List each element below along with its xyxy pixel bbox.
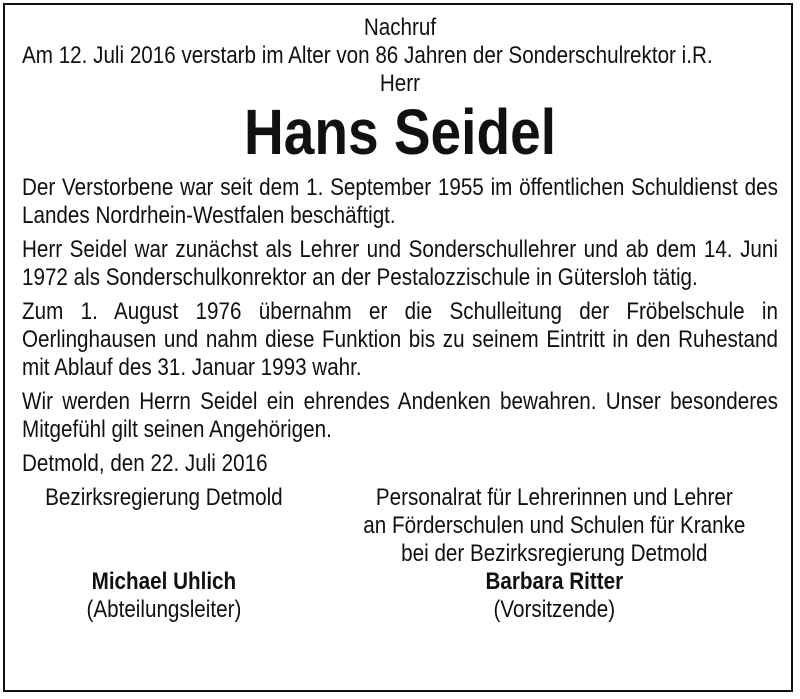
heading: Nachruf (363, 14, 437, 41)
paragraph-condolence: Wir werden Herrn Seidel ein ehrendes Andenken bewahren. Unser besonderes Mitgefühl gilt seinen Angehörigen. (22, 388, 778, 443)
signatory-left-role: (Abteilungsleiter) (86, 596, 242, 623)
deceased-name: Hans Seidel (243, 96, 556, 168)
paragraph-career: Herr Seidel war zunächst als Lehrer und Sonderschullehrer und ab dem 14. Juni 1972 als Sonderschulkonrektor an der Pestalozzischule in Gütersloh tätig. (22, 236, 778, 291)
signatory-right-role: (Vorsitzende) (493, 596, 616, 623)
signatory-left-organization-block (22, 484, 306, 568)
intro-text: Am 12. Juli 2016 verstarb im Alter von 86 Jahren der Sonderschulrektor i.R. (22, 42, 713, 69)
signatures (22, 484, 778, 624)
signatory-left-name: Michael Uhlich (91, 568, 237, 595)
paragraph-service: Der Verstorbene war seit dem 1. September 1955 im öffentlichen Schuldienst des Landes Nordrhein-Westfalen beschäftigt. (22, 174, 778, 229)
signatory-right-name: Barbara Ritter (485, 568, 624, 595)
signatory-left-organization: Bezirksregierung Detmold (45, 484, 283, 511)
signatory-right (331, 484, 778, 624)
signatory-right-organization-line1: Personalrat für Lehrerinnen und Lehrer (375, 484, 733, 511)
place-date: Detmold, den 22. Juli 2016 (22, 450, 268, 477)
signatory-right-organization-line3: bei der Bezirksregierung Detmold (401, 540, 708, 567)
obituary-notice (22, 0, 778, 624)
signatory-right-organization-line2: an Förderschulen und Schulen für Kranke (363, 512, 746, 539)
salutation: Herr (379, 70, 421, 97)
signatory-right-organization-block (331, 484, 778, 568)
paragraph-leadership: Zum 1. August 1976 übernahm er die Schulleitung der Fröbelschule in Oerlinghausen und nahm diese Funktion bis zu seinem Eintritt in den Ruhestand mit Ablauf des 31. Januar 1993 wahr. (22, 298, 778, 381)
signatory-left (22, 484, 306, 624)
